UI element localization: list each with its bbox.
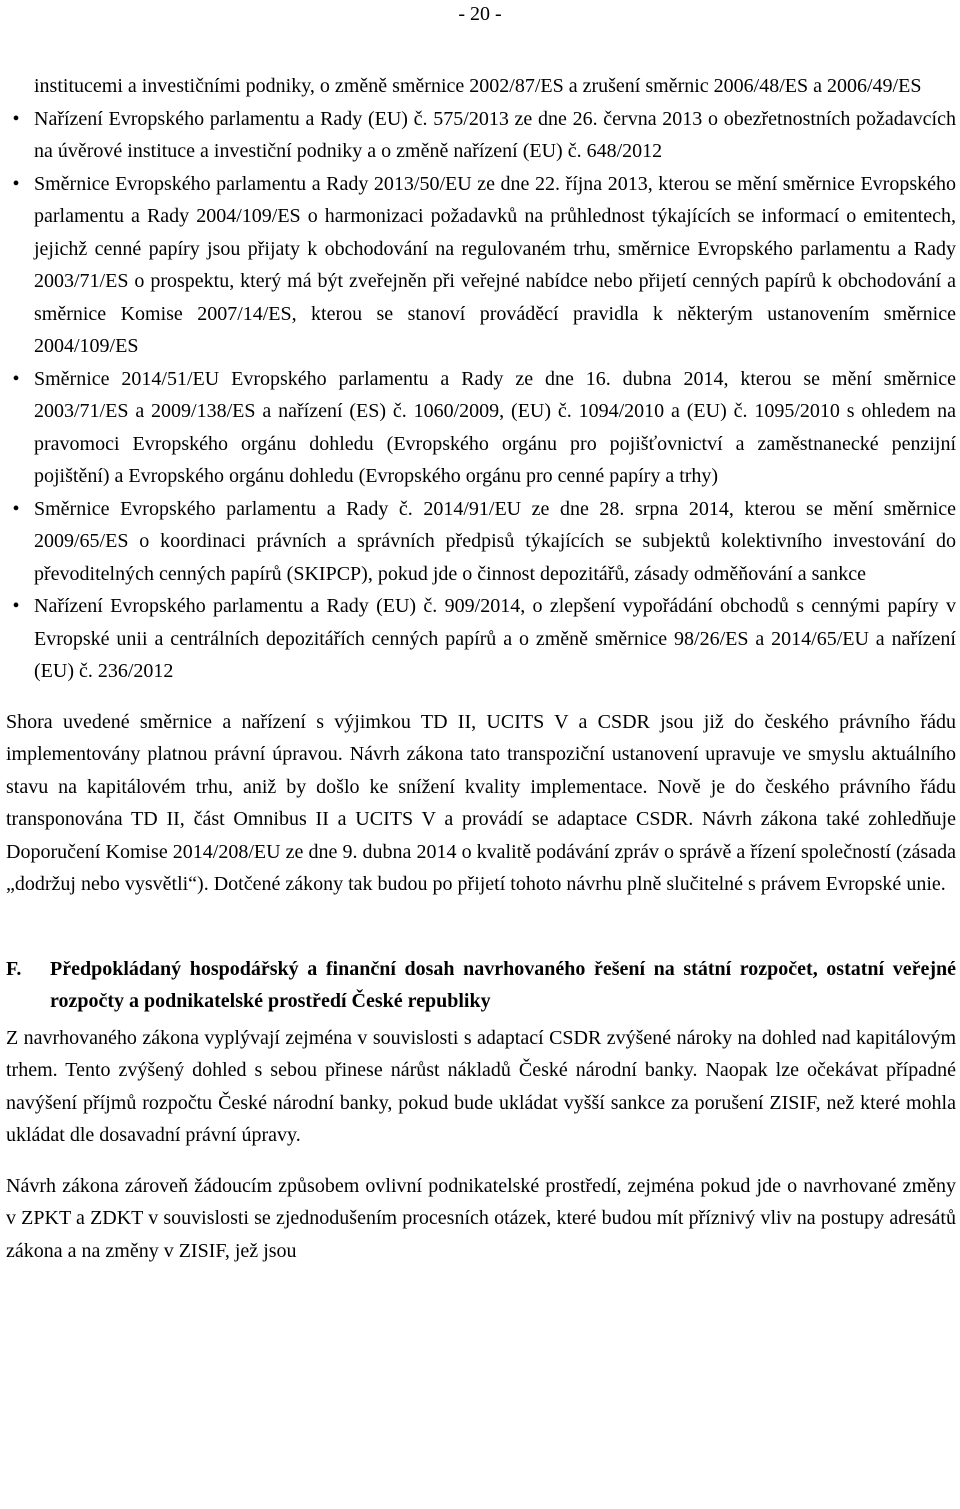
bullet-icon: • bbox=[12, 497, 20, 520]
list-item bbox=[6, 70, 956, 103]
paragraph-budget-impact: Z navrhovaného zákona vyplývají zejména v souvislosti s adaptací CSDR zvýšené nároky na dohled nad kapitálovým trhem. Tento zvýšený dohled s sebou přinese nárůst nákladů České národní banky. Naopak lze očekávat případné navýšení příjmů rozpočtu České národní banky, pokud bude ukládat vyšší sankce za porušení ZISIF, než které mohla ukládat dle dosavadní právní úpravy. bbox=[6, 1026, 956, 1146]
list-item bbox=[6, 103, 956, 168]
paragraph-eu-compatibility: Shora uvedené směrnice a nařízení s výjimkou TD II, UCITS V a CSDR jsou již do českého právního řádu implementovány platnou právní úpravou. Návrh zákona tato transpoziční ustanovení upravuje ve smyslu aktuálního stavu na kapitálovém trhu, aniž by došlo ke snížení kvality implementace. Nově je do českého právního řádu transponována TD II, část Omnibus II a UCITS V a provádí se adaptace CSDR. Návrh zákona také zohledňuje Doporučení Komise 2014/208/EU ze dne 9. dubna 2014 o kvalitě podávání zpráv o správě a řízení společností (zásada „dodržuj nebo vysvětli“). Dotčené zákony tak budou po přijetí tohoto návrhu plně slučitelné s právem Evropské unie. bbox=[6, 710, 956, 895]
legislation-list bbox=[6, 70, 956, 688]
list-item-text: Nařízení Evropského parlamentu a Rady (EU) č. 575/2013 ze dne 26. června 2013 o obezřetnostních požadavcích na úvěrové instituce a investiční podniky a o změně nařízení (EU) č. 648/2012 bbox=[34, 107, 956, 162]
list-item-text: Směrnice 2014/51/EU Evropského parlamentu a Rady ze dne 16. dubna 2014, kterou se mění směrnice 2003/71/ES a 2009/138/ES a nařízení (ES) č. 1060/2009, (EU) č. 1094/2010 a (EU) č. 1095/2010 s ohledem na pravomoci Evropského orgánu dohledu (Evropského orgánu pro pojišťovnictví a zaměstnanecké penzijní pojištění) a Evropského orgánu dohledu (Evropského orgánu pro cenné papíry a trhy) bbox=[34, 367, 956, 487]
list-item bbox=[6, 168, 956, 363]
list-item-text: Směrnice Evropského parlamentu a Rady 2013/50/EU ze dne 22. října 2013, kterou se mění směrnice Evropského parlamentu a Rady 2004/109/ES o harmonizaci požadavků na průhlednost týkajících se informací o emitentech, jejichž cenné papíry jsou přijaty k obchodování na regulovaném trhu, směrnice Evropského parlamentu a Rady 2003/71/ES o prospektu, který má být zveřejněn při veřejné nabídce nebo přijetí cenných papírů k obchodování a směrnice Komise 2007/14/ES, kterou se stanoví prováděcí pravidla k některým ustanovením směrnice 2004/109/ES bbox=[34, 172, 956, 357]
section-letter: F. bbox=[6, 957, 22, 980]
list-item-text: institucemi a investičními podniky, o změně směrnice 2002/87/ES a zrušení směrnic 2006/48/ES a 2006/49/ES bbox=[34, 75, 922, 97]
bullet-icon: • bbox=[12, 172, 20, 195]
bullet-icon: • bbox=[12, 107, 20, 130]
list-item-text: Nařízení Evropského parlamentu a Rady (EU) č. 909/2014, o zlepšení vypořádání obchodů s cennými papíry v Evropské unii a centrálních depozitářích cenných papírů a o změně směrnice 98/26/ES a 2014/65/EU a nařízení (EU) č. 236/2012 bbox=[34, 595, 956, 682]
list-item bbox=[6, 493, 956, 591]
section-heading-f bbox=[6, 953, 956, 1018]
paragraph-business-environment: Návrh zákona zároveň žádoucím způsobem ovlivní podnikatelské prostředí, zejména pokud jde o navrhované změny v ZPKT a ZDKT v souvislosti se zjednodušením procesních otázek, které budou mít příznivý vliv na postupy adresátů zákona a na změny v ZISIF, jež jsou bbox=[6, 1174, 956, 1262]
list-item bbox=[6, 590, 956, 688]
bullet-icon: • bbox=[12, 595, 20, 617]
page-number: - 20 - bbox=[458, 3, 502, 25]
list-item bbox=[6, 363, 956, 493]
list-item-text: Směrnice Evropského parlamentu a Rady č. 2014/91/EU ze dne 28. srpna 2014, kterou se mění směrnice 2009/65/ES o koordinaci právních a správních předpisů týkajících se subjektů kolektivního investování do převoditelných cenných papírů (SKIPCP), pokud jde o činnost depozitářů, zásady odměňování a sankce bbox=[34, 497, 956, 585]
document-body bbox=[6, 70, 956, 1267]
section-title: Předpokládaný hospodářský a finanční dosah navrhovaného řešení na státní rozpočet, ostatní veřejné rozpočty a podnikatelské prostředí České republiky bbox=[50, 957, 956, 1012]
bullet-icon: • bbox=[12, 367, 20, 390]
